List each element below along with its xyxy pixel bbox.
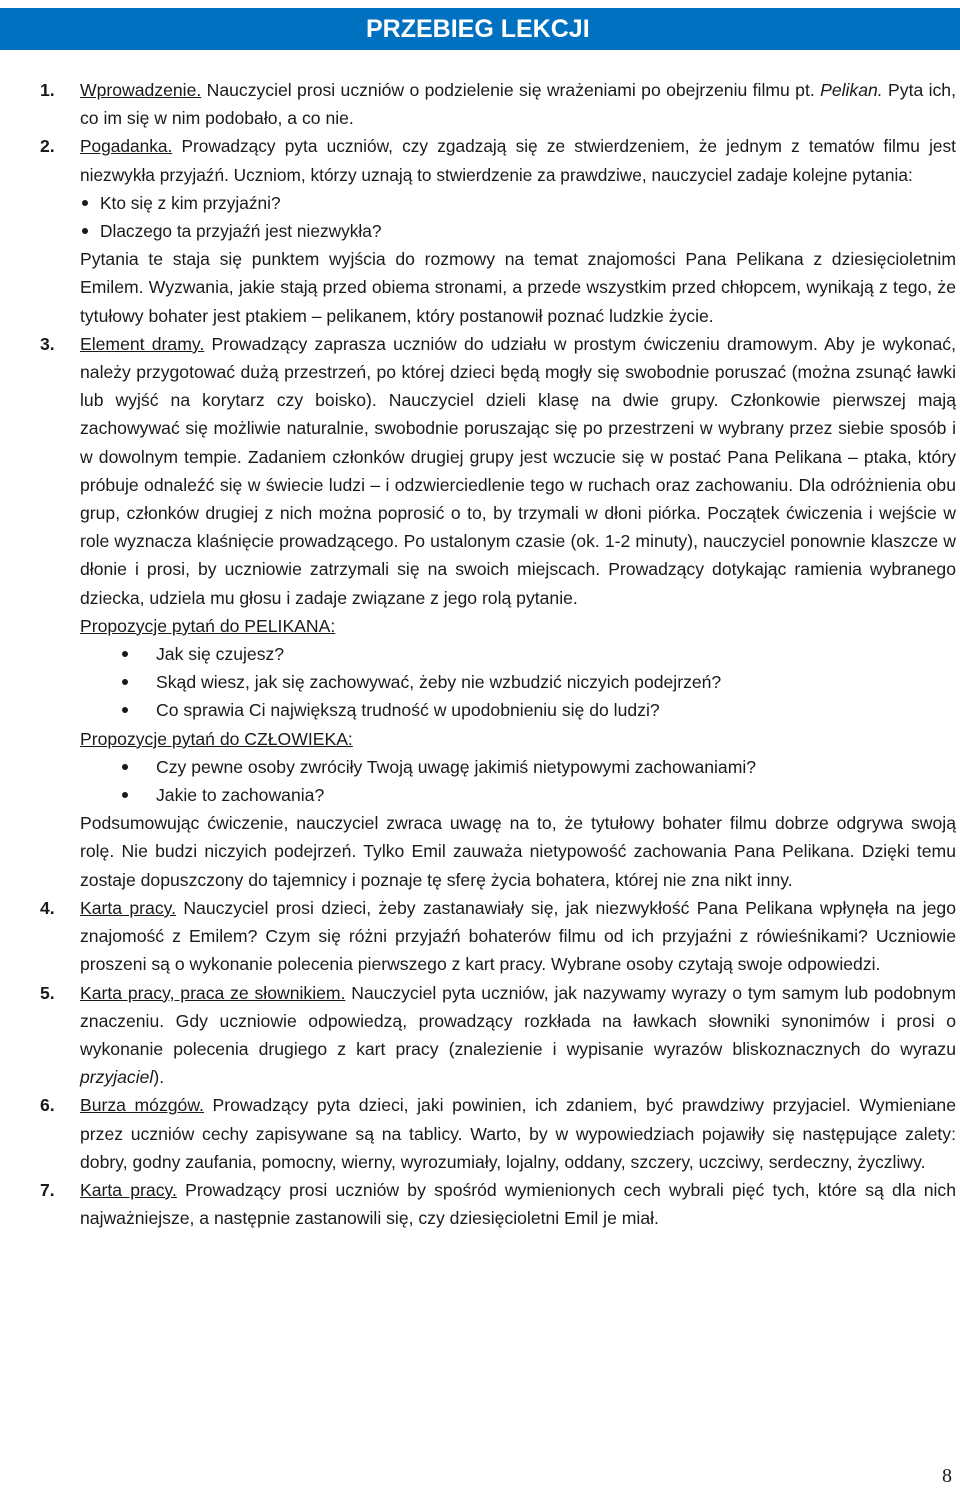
item-2-after-2: Wyzwania, jakie stają przed obiema stronami, a przede wszystkim przed chłopcem, wynikają z tego, że tytułowy bohater jest ptakiem – pelikanem, który postanowił poznać ludzkie życie.	[80, 277, 956, 326]
pelikan-questions-heading: Propozycje pytań do PELIKANA:	[80, 615, 336, 636]
item-3-text	[80, 330, 956, 612]
list-item-6	[40, 1091, 956, 1176]
lesson-content	[40, 76, 956, 1232]
item-6-text	[80, 1091, 956, 1176]
list-item-5	[40, 979, 956, 1092]
item-2-after-1: Pytania te staja się punktem wyjścia do rozmowy na temat znajomości Pana Pelikana z dziesięcioletnim Emilem.	[80, 249, 956, 298]
item-7-text	[80, 1176, 956, 1232]
bullet-icon	[82, 228, 88, 234]
item-4-text	[80, 894, 956, 979]
item-3-body: Prowadzący zaprasza uczniów do udziału w prostym ćwiczeniu dramowym. Aby je wykonać, należy przygotować dużą przestrzeń, po której dzieci będą mogły się swobodnie poruszać (można zsunąć ławki lub wyjść na korytarz czy boisko). Nauczyciel dzieli klasę na dwie grupy. Członkowie pierwszej mają zachowywać się możliwie naturalnie, swobodnie poruszając się po przestrzeni w wybrany przez siebie sposób i w dowolnym tempie. Zadaniem członków drugiej grupy jest wczucie się w postać Pana Pelikana – ptaka, który próbuje odnaleźć się w świecie ludzi – i odzwierciedlenie tego w ruchach oraz zachowaniu. Dla odróżnienia obu grup, członków drugiej z nich można poprosić o to, by trzymali w dłoni piórka. Początek ćwiczenia i wejście w role wyznacza klaśnięcie prowadzącego. Po ustalonym czasie (ok. 1-2 minuty), nauczyciel ponownie klaszcze w dłonie i prosi, by uczniowie zatrzymali się na swoich miejscach. Prowadzący dotykając ramienia wybranego dziecka, udziela mu głosu i zadaje związane z jego rolą pytanie.	[80, 333, 956, 608]
item-1-heading: Wprowadzenie.	[80, 80, 202, 100]
question-text: Jakie to zachowania?	[156, 785, 325, 806]
list-item	[80, 640, 956, 668]
lesson-title: PRZEBIEG LEKCJI	[366, 15, 590, 43]
film-title: Pelikan.	[820, 80, 883, 100]
czlowiek-questions-heading: Propozycje pytań do CZŁOWIEKA:	[80, 728, 353, 749]
item-6-body: Prowadzący pyta dzieci, jaki powinien, ich zdaniem, być prawdziwy przyjaciel. Wymieniane przez uczniów cechy zapisywane są na tablicy. Warto, by w wypowiedziach pojawiły się następujące zalety: dobry, godny zaufania, pomocny, wierny, wyrozumiały, lojalny, oddany, szczery, uczciwy, serdeczny, życzliwy.	[80, 1095, 956, 1172]
item-1-body: Nauczyciel prosi uczniów o podzielenie się wrażeniami po obejrzeniu filmu pt.	[201, 80, 821, 100]
item-2-text	[80, 132, 956, 188]
item-5-text	[80, 979, 956, 1092]
item-number: 3.	[40, 333, 55, 354]
item-1-body-end: Pyta ich, co im się w nim podobało, a co nie.	[80, 80, 956, 129]
list-item	[80, 189, 956, 217]
question-text: Jak się czujesz?	[156, 644, 285, 665]
list-item	[80, 696, 956, 724]
czlowiek-questions	[80, 753, 956, 809]
item-number: 7.	[40, 1179, 55, 1200]
list-item-4	[40, 894, 956, 979]
bullet-icon	[122, 764, 128, 770]
list-item	[80, 781, 956, 809]
item-2-heading: Pogadanka.	[80, 136, 173, 157]
question-text: Co sprawia Ci największą trudność w upodobnieniu się do ludzi?	[156, 700, 660, 721]
page-number: 8	[942, 1465, 952, 1487]
item-number: 6.	[40, 1095, 55, 1116]
lesson-title-banner	[0, 8, 960, 50]
item-7-heading: Karta pracy.	[80, 1179, 177, 1200]
question-text: Czy pewne osoby zwróciły Twoją uwagę jakimiś nietypowymi zachowaniami?	[156, 756, 757, 777]
item-number: 5.	[40, 982, 55, 1003]
item-5-word: przyjaciel	[80, 1067, 154, 1088]
list-item-1	[40, 76, 956, 132]
item-1-text	[80, 76, 956, 132]
item-3-heading: Element dramy.	[80, 333, 205, 354]
question-text: Dlaczego ta przyjaźń jest niezwykła?	[100, 221, 382, 242]
question-text: Kto się z kim przyjaźni?	[100, 192, 281, 213]
list-item-2	[40, 132, 956, 329]
list-item-7	[40, 1176, 956, 1232]
item-2-questions	[80, 189, 956, 245]
item-5-body-end: ).	[153, 1067, 165, 1088]
bullet-icon	[122, 679, 128, 685]
item-2-body: Prowadzący pyta uczniów, czy zgadzają się ze stwierdzeniem, że jednym z tematów filmu jest niezwykła przyjaźń.	[80, 136, 956, 185]
item-4-heading: Karta pracy.	[80, 897, 176, 918]
bullet-icon	[122, 707, 128, 713]
item-5-body: Nauczyciel pyta uczniów, jak nazywamy wyrazy o tym samym lub podobnym znaczeniu. Gdy uczniowie odpowiedzą, prowadzący rozkłada na ławkach słowniki synonimów i prosi o wykonanie polecenia drugiego z kart pracy (znalezienie i wypisanie wyrazów bliskoznacznych do wyrazu	[80, 982, 956, 1059]
bullet-icon	[122, 651, 128, 657]
bullet-icon	[122, 792, 128, 798]
item-2-after	[80, 245, 956, 330]
item-5-heading: Karta pracy, praca ze słownikiem.	[80, 982, 346, 1003]
list-item	[80, 217, 956, 245]
item-6-heading: Burza mózgów.	[80, 1095, 204, 1116]
item-number: 4.	[40, 897, 55, 918]
item-3-summary: Podsumowując ćwiczenie, nauczyciel zwraca uwagę na to, że tytułowy bohater filmu dobrze odgrywa swoją rolę. Nie budzi niczyich podejrzeń. Tylko Emil zauważa nietypowość zachowania Pana Pelikana. Dzięki temu zostaje dopuszczony do tajemnicy i poznaje tę sferę życia bohatera, której nie zna nikt inny.	[80, 813, 956, 890]
item-2-body-cont: Uczniom, którzy uznają to stwierdzenie za prawdziwe, nauczyciel zadaje kolejne pytania:	[228, 164, 913, 185]
item-number: 1.	[40, 80, 55, 100]
pelikan-questions	[80, 640, 956, 725]
list-item	[80, 753, 956, 781]
item-7-body: Prowadzący prosi uczniów by spośród wymienionych cech wybrali pięć tych, które są dla nich najważniejsze, a następnie zastanowili się, czy dziesięcioletni Emil je miał.	[80, 1179, 957, 1229]
list-item	[80, 668, 956, 696]
item-4-body: Nauczyciel prosi dzieci, żeby zastanawiały się, jak niezwykłość Pana Pelikana wpłynęła na jego znajomość z Emilem? Czym się różni przyjaźń bohaterów filmu od ich przyjaźni z rówieśnikami? Uczniowie proszeni są o wykonanie polecenia pierwszego z kart pracy. Wybrane osoby czytają swoje odpowiedzi.	[80, 897, 956, 975]
item-number: 2.	[40, 136, 55, 157]
list-item-3	[40, 330, 956, 894]
question-text: Skąd wiesz, jak się zachowywać, żeby nie wzbudzić niczyich podejrzeń?	[156, 672, 722, 693]
bullet-icon	[82, 200, 88, 206]
